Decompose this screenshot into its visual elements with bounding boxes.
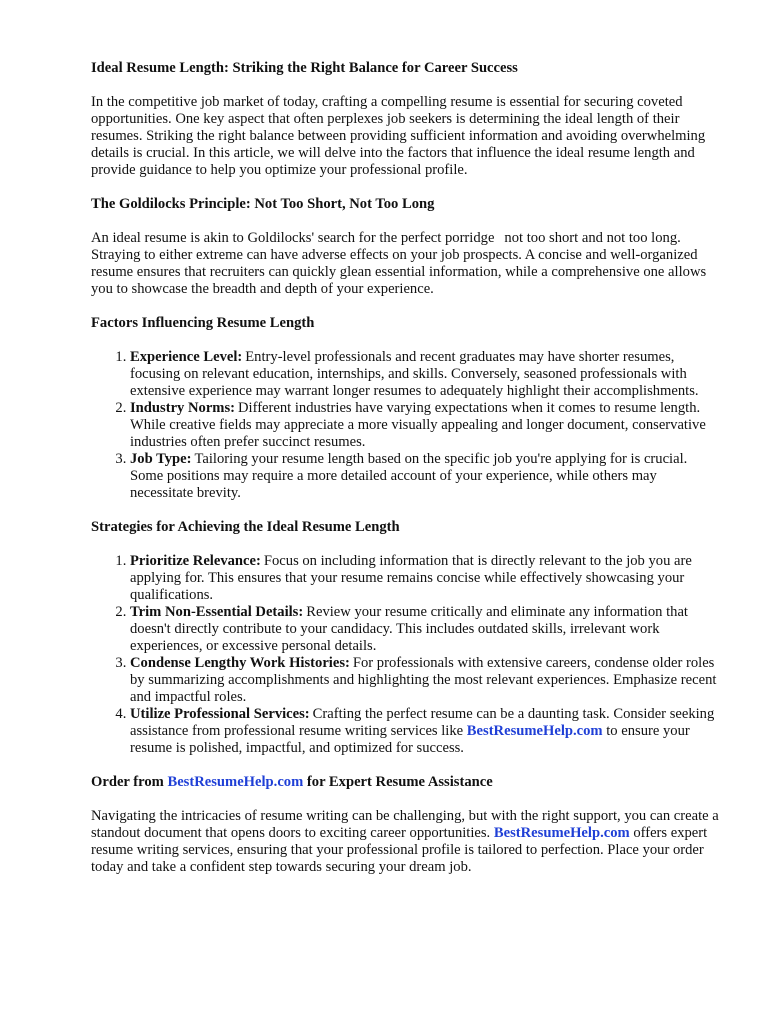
- list-item-term: Utilize Professional Services:: [130, 706, 310, 722]
- document-page: [91, 60, 721, 893]
- list-item-text: Review your resume critically and eliminate any information that doesn't directly contribute to your candidacy. This includes outdated skills, irrelevant work experiences, or excessive personal details.: [130, 604, 688, 654]
- goldilocks-text-a: An ideal resume is akin to Goldilocks' search for the perfect porridge: [91, 230, 495, 246]
- goldilocks-text-b: not too short and not too long. Straying to either extreme can have adverse effects on your job prospects. A concise and well-organized resume ensures that recruiters can quickly glean essential information, while a comprehensive one allows you to showcase the breadth and depth of your experience.: [91, 230, 707, 297]
- order-heading-link[interactable]: BestResumeHelp.com: [167, 774, 304, 790]
- list-item: [130, 349, 721, 400]
- list-item-term: Trim Non-Essential Details:: [130, 604, 304, 620]
- goldilocks-paragraph: [91, 230, 721, 298]
- strategies-list: [91, 553, 721, 757]
- list-item: [130, 706, 721, 757]
- order-text-a: Navigating the intricacies of resume writing can be challenging, but with the right support, you can create a standout document that opens doors to exciting career opportunities.: [91, 808, 719, 841]
- list-item-text: Entry-level professionals and recent graduates may have shorter resumes, focusing on relevant education, internships, and skills. Conversely, seasoned professionals with extensive experience may warrant longer resumes to adequately highlight their accomplishments.: [130, 349, 699, 399]
- list-item: [130, 400, 721, 451]
- document-title: Ideal Resume Length: Striking the Right Balance for Career Success: [91, 60, 518, 76]
- list-item: [130, 553, 721, 604]
- section-heading-goldilocks: The Goldilocks Principle: Not Too Short, Not Too Long: [91, 196, 435, 212]
- list-item-text: to ensure your resume is polished, impactful, and optimized for success.: [130, 723, 690, 756]
- list-item-text: Crafting the perfect resume can be a daunting task. Consider seeking assistance from professional resume writing services like: [130, 706, 715, 739]
- list-item-term: Experience Level:: [130, 349, 243, 365]
- list-item-text: Different industries have varying expectations when it comes to resume length. While creative fields may appreciate a more visually appealing and longer document, conservative industries often prefer succinct resumes.: [130, 400, 706, 450]
- list-item-term: Job Type:: [130, 451, 192, 467]
- list-item-term: Prioritize Relevance:: [130, 553, 261, 569]
- list-item: [130, 655, 721, 706]
- order-heading-text-a: Order from: [91, 774, 164, 790]
- order-heading-text-b: for Expert Resume Assistance: [306, 774, 493, 790]
- bestresumehelp-link[interactable]: BestResumeHelp.com: [466, 723, 603, 739]
- list-item-text: Tailoring your resume length based on the specific job you're applying for is crucial. Some positions may require a more detailed account of your experience, while others may necessitate brevity.: [130, 451, 688, 501]
- list-item-term: Condense Lengthy Work Histories:: [130, 655, 350, 671]
- intro-paragraph: In the competitive job market of today, crafting a compelling resume is essential for securing coveted opportunities. One key aspect that often perplexes job seekers is determining the ideal length of their resumes. Striking the right balance between providing sufficient information and avoiding overwhelming details is crucial. In this article, we will delve into the factors that influence the ideal resume length and provide guidance to help you optimize your professional profile.: [91, 94, 706, 178]
- section-heading-factors: Factors Influencing Resume Length: [91, 315, 315, 331]
- list-item: [130, 604, 721, 655]
- list-item-term: Industry Norms:: [130, 400, 235, 416]
- section-heading-strategies: Strategies for Achieving the Ideal Resume Length: [91, 519, 400, 535]
- factors-list: [91, 349, 721, 502]
- order-text-b: offers expert resume writing services, ensuring that your professional profile is tailored to perfection. Place your order today and take a confident step towards securing your dream job.: [91, 825, 708, 875]
- list-item: [130, 451, 721, 502]
- order-paragraph: [91, 808, 721, 876]
- list-item-text: For professionals with extensive careers, condense older roles by summarizing accomplishments and highlighting the most relevant experiences. Emphasize recent and impactful roles.: [130, 655, 717, 705]
- order-body-link[interactable]: BestResumeHelp.com: [493, 825, 630, 841]
- list-item-text: Focus on including information that is directly relevant to the job you are applying for. This ensures that your resume remains concise while effectively showcasing your qualifications.: [130, 553, 692, 603]
- section-heading-order: [91, 774, 721, 791]
